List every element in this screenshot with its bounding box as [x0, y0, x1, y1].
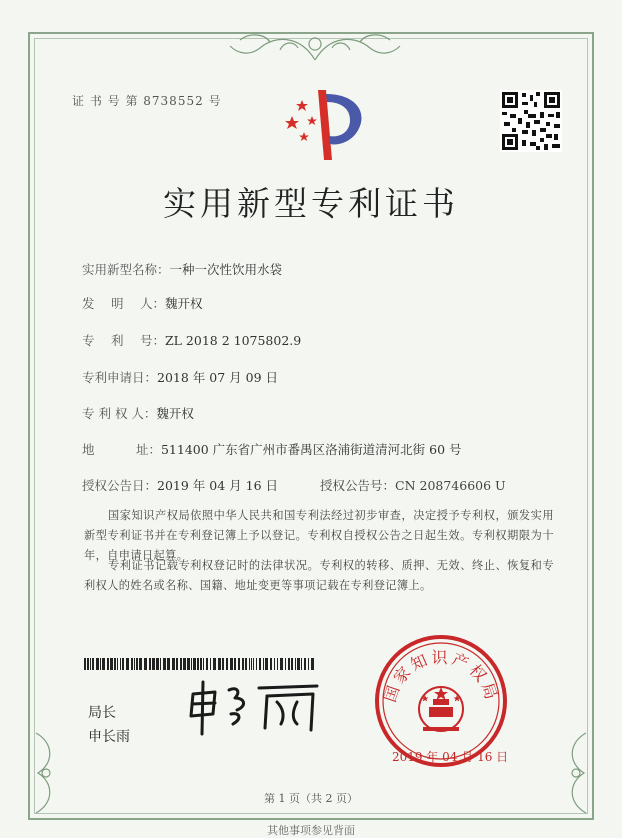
certificate-title: 实用新型专利证书 — [163, 184, 459, 223]
field-label: 授权公告日： — [82, 478, 158, 493]
field-value: 一种一次性饮用水袋 — [169, 262, 283, 277]
field-label: 实用新型名称： — [82, 262, 170, 277]
field-patent-no — [82, 331, 301, 349]
field-label: 专 利 权 人： — [82, 406, 157, 421]
field-utility-model-name — [82, 260, 282, 278]
footer-note: 其他事项参见背面 — [267, 824, 355, 837]
field-label: 授权公告号： — [320, 478, 396, 493]
field-inventor — [82, 294, 202, 312]
top-ornament — [220, 30, 410, 66]
field-label: 发 明 人： — [82, 296, 165, 311]
body-paragraph-2: 专利证书记载专利权登记时的法律状况。专利权的转移、质押、无效、终止、恢复和专利权人的姓名或名称、国籍、地址变更等事项记载在专利登记簿上。 — [84, 559, 554, 592]
cnipa-logo-icon — [282, 88, 368, 164]
field-value: ZL 2018 2 1075802.9 — [164, 333, 302, 348]
field-value: 魏开权 — [164, 296, 203, 311]
field-patentee — [82, 404, 194, 422]
field-value: 魏开权 — [156, 406, 194, 421]
seal-date: 2019 年 04 月 16 日 — [392, 750, 509, 764]
signatory-role: 局长 — [88, 705, 116, 721]
barcode — [84, 658, 316, 670]
handwritten-signature — [185, 680, 325, 736]
qr-code — [500, 90, 562, 152]
signatory-name: 申长雨 — [88, 729, 130, 745]
seal-text: 国家知识产权局 — [380, 648, 502, 705]
certificate-number-suffix: 号 — [208, 94, 222, 108]
field-value: 2018 年 07 月 09 日 — [157, 370, 279, 385]
certificate-number-value: 8738552 — [143, 94, 204, 108]
field-label: 专利申请日： — [82, 370, 158, 385]
field-label: 专 利 号： — [82, 333, 165, 348]
field-grant-announce-date — [82, 476, 278, 494]
field-grant-announce-no — [320, 476, 506, 494]
field-address — [82, 440, 462, 458]
certificate-number — [72, 92, 222, 109]
field-label: 地 址： — [82, 442, 161, 457]
certificate-number-label: 证 书 号 第 — [72, 94, 139, 108]
field-value: 511400 广东省广州市番禺区洛浦街道清河北街 60 号 — [160, 442, 462, 457]
body-paragraph-1: 国家知识产权局依照中华人民共和国专利法经过初步审查，决定授予专利权，颁发实用新型专利证书并在专利登记簿上予以登记。专利权自授权公告之日起生效。专利权期限为十年，自申请日起算。 — [84, 509, 554, 562]
page-number: 第 1 页（共 2 页） — [264, 792, 358, 805]
field-value: 2019 年 04 月 16 日 — [157, 478, 279, 493]
field-value: CN 208746606 U — [395, 478, 506, 493]
field-filing-date — [82, 368, 278, 386]
